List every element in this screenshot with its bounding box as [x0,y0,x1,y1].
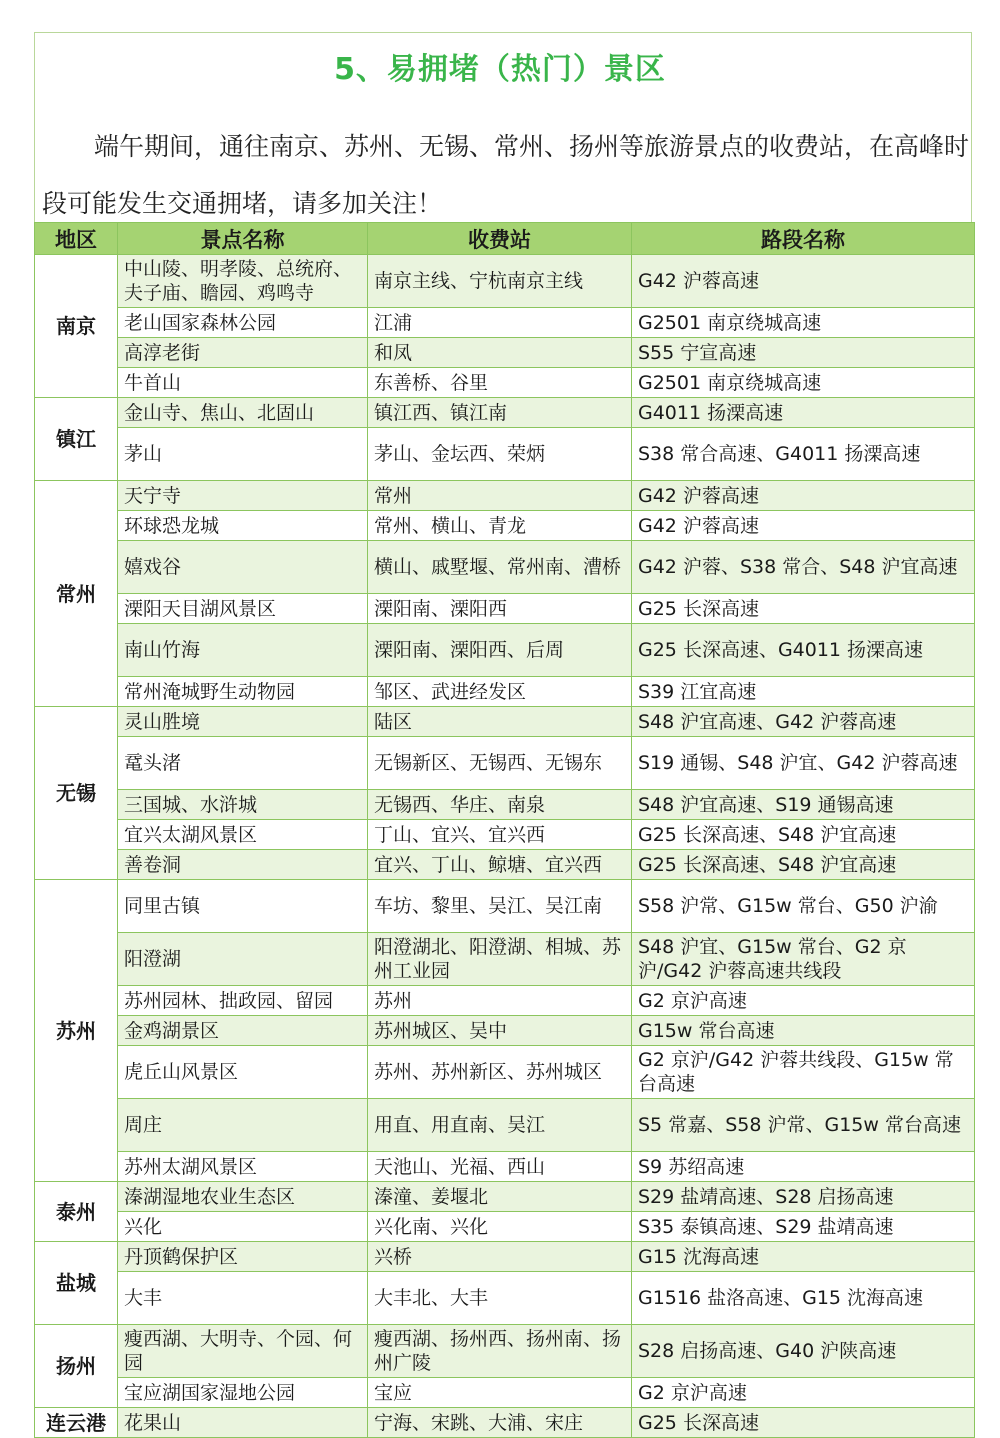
header-road-section: 路段名称 [632,223,975,255]
road-section-cell: S9 苏绍高速 [632,1152,975,1182]
table-row [35,308,975,338]
table-row [35,398,975,428]
road-section-cell: S55 宁宣高速 [632,338,975,368]
spot-cell: 茅山 [118,428,368,481]
road-section-cell: G15 沈海高速 [632,1242,975,1272]
region-cell: 连云港 [35,1408,118,1438]
table-row [35,1212,975,1242]
table-row [35,1408,975,1438]
header-spot: 景点名称 [118,223,368,255]
toll-station-cell: 溱潼、姜堰北 [368,1182,632,1212]
road-section-cell: S29 盐靖高速、S28 启扬高速 [632,1182,975,1212]
table-row [35,880,975,933]
spot-cell: 金山寺、焦山、北固山 [118,398,368,428]
spot-cell: 苏州园林、拙政园、留园 [118,986,368,1016]
toll-station-cell: 苏州城区、吴中 [368,1016,632,1046]
toll-station-cell: 瘦西湖、扬州西、扬州南、扬州广陵 [368,1325,632,1378]
spot-cell: 三国城、水浒城 [118,790,368,820]
road-section-cell: S35 泰镇高速、S29 盐靖高速 [632,1212,975,1242]
spot-cell: 丹顶鹤保护区 [118,1242,368,1272]
road-section-cell: G25 长深高速 [632,594,975,624]
table-row [35,1046,975,1099]
spot-cell: 苏州太湖风景区 [118,1152,368,1182]
toll-station-cell: 苏州 [368,986,632,1016]
table-row [35,1152,975,1182]
road-section-cell: G2501 南京绕城高速 [632,308,975,338]
intro-paragraph: 端午期间，通往南京、苏州、无锡、常州、扬州等旅游景点的收费站，在高峰时段可能发生交通拥堵，请多加关注！ [42,132,970,218]
toll-station-cell: 常州 [368,481,632,511]
header-region: 地区 [35,223,118,255]
table-header-row [35,223,975,255]
toll-station-cell: 镇江西、镇江南 [368,398,632,428]
road-section-cell: G25 长深高速、S48 沪宜高速 [632,820,975,850]
toll-station-cell: 丁山、宜兴、宜兴西 [368,820,632,850]
table-row [35,624,975,677]
table-body [35,255,975,1438]
spot-cell: 花果山 [118,1408,368,1438]
region-cell: 镇江 [35,398,118,481]
table-row [35,481,975,511]
road-section-cell: S19 通锡、S48 沪宜、G42 沪蓉高速 [632,737,975,790]
road-section-cell: S58 沪常、G15w 常台、G50 沪渝 [632,880,975,933]
road-section-cell: G42 沪蓉、S38 常合、S48 沪宜高速 [632,541,975,594]
spot-cell: 瘦西湖、大明寺、个园、何园 [118,1325,368,1378]
spot-cell: 虎丘山风景区 [118,1046,368,1099]
table-row [35,1099,975,1152]
table-row [35,1378,975,1408]
spot-cell: 嬉戏谷 [118,541,368,594]
section-title: 5、易拥堵（热门）景区 [334,52,666,87]
spot-cell: 灵山胜境 [118,707,368,737]
spot-cell: 宝应湖国家湿地公园 [118,1378,368,1408]
region-cell: 盐城 [35,1242,118,1325]
spot-cell: 大丰 [118,1272,368,1325]
spot-cell: 宜兴太湖风景区 [118,820,368,850]
table-row [35,594,975,624]
road-section-cell: G1516 盐洛高速、G15 沈海高速 [632,1272,975,1325]
spot-cell: 环球恐龙城 [118,511,368,541]
spot-cell: 牛首山 [118,368,368,398]
table-row [35,933,975,986]
road-section-cell: S48 沪宜高速、S19 通锡高速 [632,790,975,820]
road-section-cell: G2 京沪高速 [632,986,975,1016]
spot-cell: 同里古镇 [118,880,368,933]
spot-cell: 溧阳天目湖风景区 [118,594,368,624]
region-cell: 扬州 [35,1325,118,1408]
road-section-cell: G42 沪蓉高速 [632,255,975,308]
table-row [35,790,975,820]
spot-cell: 老山国家森林公园 [118,308,368,338]
spot-cell: 常州淹城野生动物园 [118,677,368,707]
road-section-cell: G25 长深高速、G4011 扬溧高速 [632,624,975,677]
toll-station-cell: 茅山、金坛西、荣炳 [368,428,632,481]
toll-station-cell: 用直、用直南、吴江 [368,1099,632,1152]
spot-cell: 金鸡湖景区 [118,1016,368,1046]
table-row [35,511,975,541]
table-row [35,986,975,1016]
table-row [35,850,975,880]
road-section-cell: G42 沪蓉高速 [632,481,975,511]
region-cell: 南京 [35,255,118,398]
spot-cell: 中山陵、明孝陵、总统府、夫子庙、瞻园、鸡鸣寺 [118,255,368,308]
spot-cell: 鼋头渚 [118,737,368,790]
road-section-cell: S5 常嘉、S58 沪常、G15w 常台高速 [632,1099,975,1152]
region-cell: 泰州 [35,1182,118,1242]
spot-cell: 兴化 [118,1212,368,1242]
table-row [35,1272,975,1325]
table-row [35,368,975,398]
spot-cell: 溱湖湿地农业生态区 [118,1182,368,1212]
toll-station-cell: 江浦 [368,308,632,338]
scenic-spot-table [34,222,975,1438]
road-section-cell: S28 启扬高速、G40 沪陕高速 [632,1325,975,1378]
table-row [35,541,975,594]
table-row [35,707,975,737]
spot-cell: 天宁寺 [118,481,368,511]
spot-cell: 周庄 [118,1099,368,1152]
toll-station-cell: 宁海、宋跳、大浦、宋庄 [368,1408,632,1438]
road-section-cell: S48 沪宜高速、G42 沪蓉高速 [632,707,975,737]
toll-station-cell: 兴桥 [368,1242,632,1272]
road-section-cell: G2 京沪高速 [632,1378,975,1408]
road-section-cell: G25 长深高速 [632,1408,975,1438]
toll-station-cell: 无锡西、华庄、南泉 [368,790,632,820]
table-row [35,1242,975,1272]
table-row [35,820,975,850]
header-toll-station: 收费站 [368,223,632,255]
toll-station-cell: 兴化南、兴化 [368,1212,632,1242]
toll-station-cell: 溧阳南、溧阳西 [368,594,632,624]
road-section-cell: G4011 扬溧高速 [632,398,975,428]
road-section-cell: S39 江宜高速 [632,677,975,707]
region-cell: 常州 [35,481,118,707]
spot-cell: 南山竹海 [118,624,368,677]
table-row [35,255,975,308]
spot-cell: 阳澄湖 [118,933,368,986]
road-section-cell: G42 沪蓉高速 [632,511,975,541]
toll-station-cell: 天池山、光福、西山 [368,1152,632,1182]
toll-station-cell: 大丰北、大丰 [368,1272,632,1325]
toll-station-cell: 宜兴、丁山、鲸塘、宜兴西 [368,850,632,880]
road-section-cell: G2501 南京绕城高速 [632,368,975,398]
toll-station-cell: 陆区 [368,707,632,737]
road-section-cell: G15w 常台高速 [632,1016,975,1046]
road-section-cell: G2 京沪/G42 沪蓉共线段、G15w 常台高速 [632,1046,975,1099]
table-row [35,428,975,481]
spot-cell: 高淳老街 [118,338,368,368]
table-row [35,1016,975,1046]
toll-station-cell: 溧阳南、溧阳西、后周 [368,624,632,677]
road-section-cell: G25 长深高速、S48 沪宜高速 [632,850,975,880]
road-section-cell: S48 沪宜、G15w 常台、G2 京沪/G42 沪蓉高速共线段 [632,933,975,986]
toll-station-cell: 无锡新区、无锡西、无锡东 [368,737,632,790]
table-row [35,737,975,790]
toll-station-cell: 南京主线、宁杭南京主线 [368,255,632,308]
toll-station-cell: 常州、横山、青龙 [368,511,632,541]
table-row [35,338,975,368]
table-row [35,1182,975,1212]
region-cell: 无锡 [35,707,118,880]
road-section-cell: S38 常合高速、G4011 扬溧高速 [632,428,975,481]
toll-station-cell: 苏州、苏州新区、苏州城区 [368,1046,632,1099]
toll-station-cell: 横山、戚墅堰、常州南、漕桥 [368,541,632,594]
toll-station-cell: 宝应 [368,1378,632,1408]
spot-cell: 善卷洞 [118,850,368,880]
toll-station-cell: 邹区、武进经发区 [368,677,632,707]
table-row [35,677,975,707]
toll-station-cell: 和凤 [368,338,632,368]
toll-station-cell: 东善桥、谷里 [368,368,632,398]
toll-station-cell: 车坊、黎里、吴江、吴江南 [368,880,632,933]
toll-station-cell: 阳澄湖北、阳澄湖、相城、苏州工业园 [368,933,632,986]
region-cell: 苏州 [35,880,118,1182]
